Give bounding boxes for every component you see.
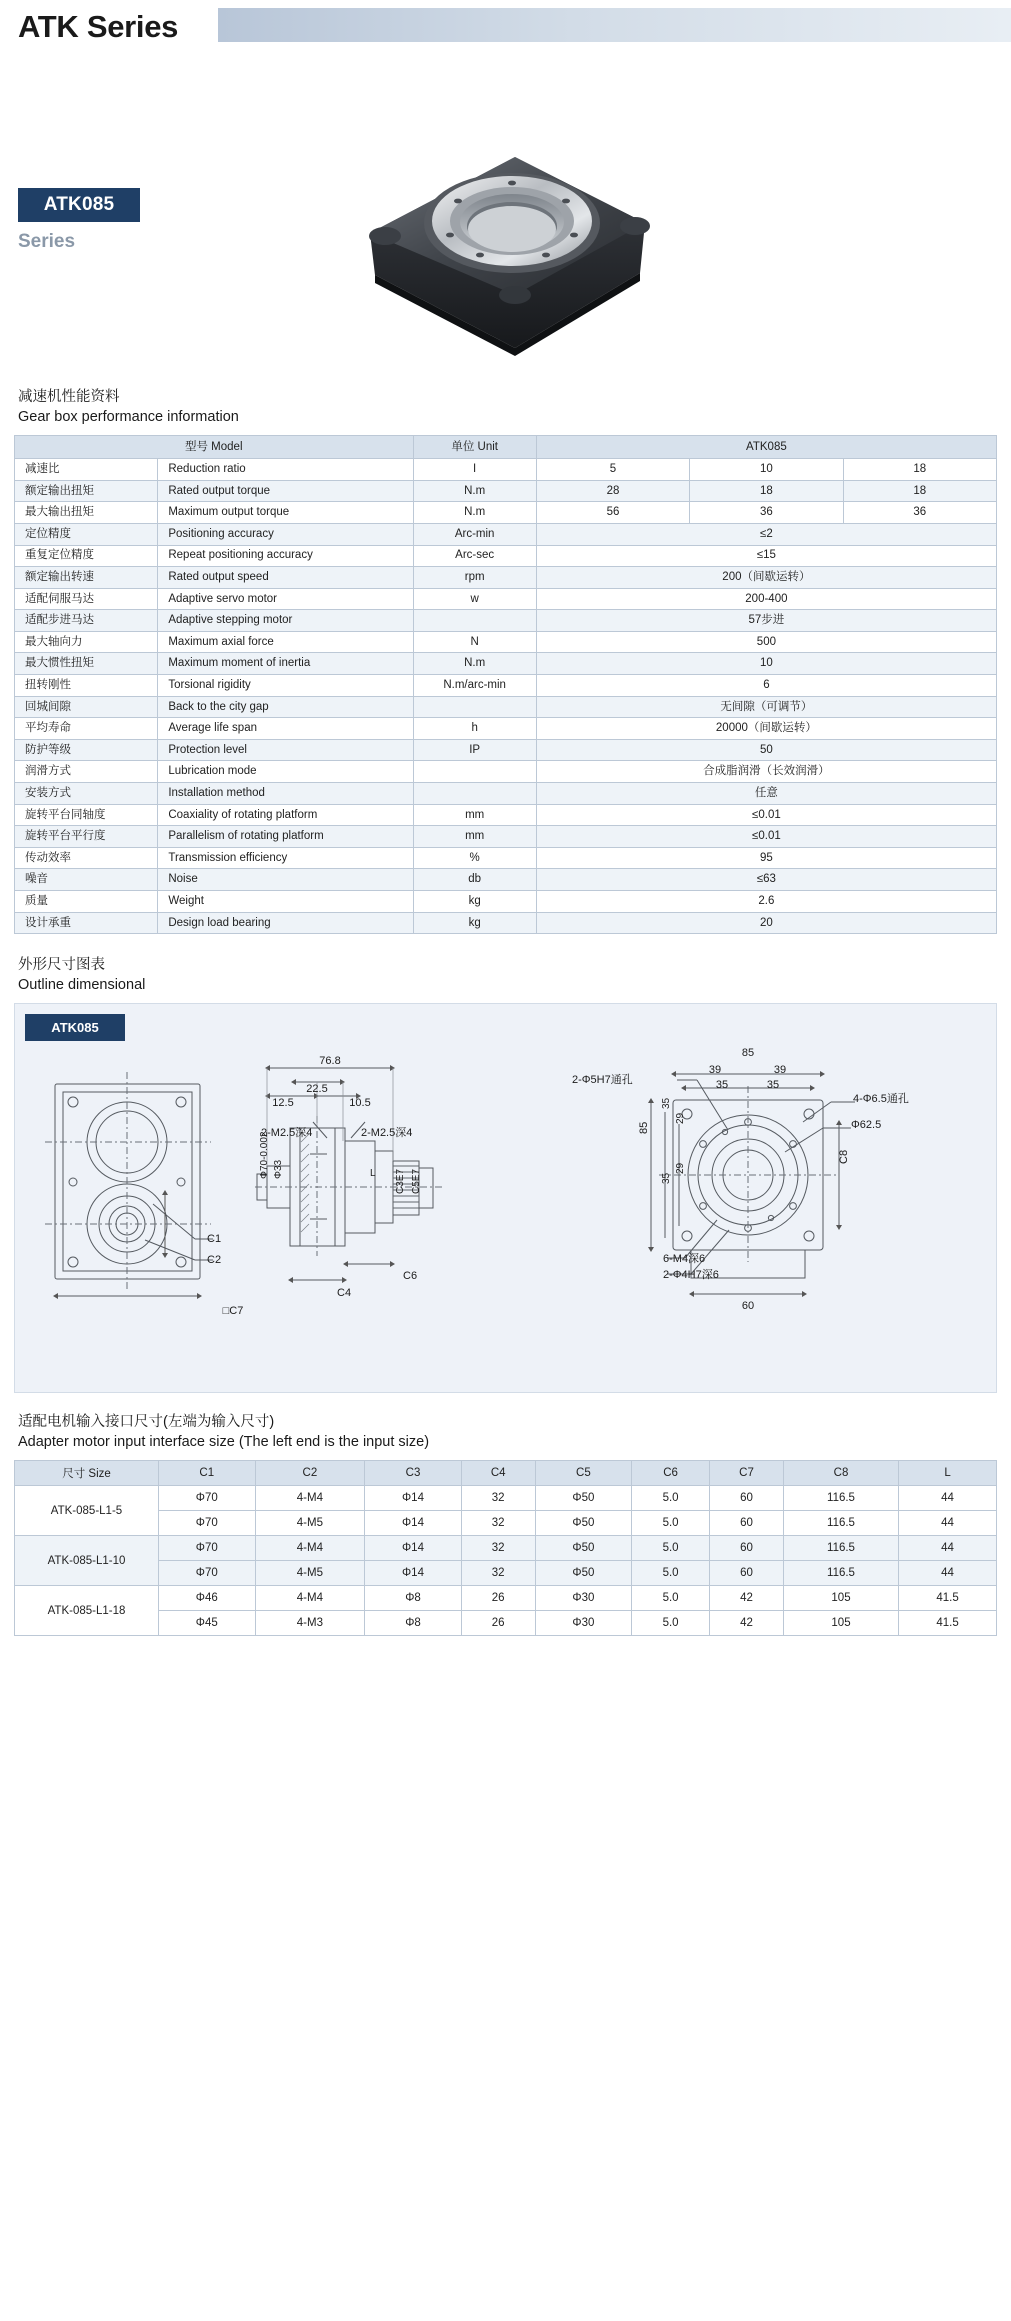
table-row bbox=[15, 480, 997, 502]
adapter-cell: 105 bbox=[783, 1611, 898, 1636]
spec-unit: mm bbox=[413, 804, 536, 826]
adapter-col-header: C2 bbox=[255, 1461, 365, 1486]
spec-section-heading bbox=[18, 388, 1011, 427]
spec-unit: N.m bbox=[413, 502, 536, 524]
spec-label-en: Adaptive stepping motor bbox=[158, 610, 413, 632]
spec-label-cn: 设计承重 bbox=[15, 912, 158, 934]
spec-value: 200-400 bbox=[536, 588, 996, 610]
adapter-cell: 4-M3 bbox=[255, 1611, 365, 1636]
spec-label-en: Parallelism of rotating platform bbox=[158, 826, 413, 848]
adapter-cell: 5.0 bbox=[632, 1486, 710, 1511]
table-row bbox=[15, 718, 997, 740]
adapter-cell: Φ14 bbox=[365, 1561, 462, 1586]
adapter-cell: 5.0 bbox=[632, 1561, 710, 1586]
dim-29-2: 29 bbox=[675, 1163, 686, 1175]
adapter-cell: 60 bbox=[710, 1511, 784, 1536]
adapter-cell: 4-M5 bbox=[255, 1511, 365, 1536]
table-row bbox=[15, 545, 997, 567]
table-row bbox=[15, 675, 997, 697]
outline-drawing bbox=[15, 1004, 997, 1393]
spec-label-en: Maximum axial force bbox=[158, 631, 413, 653]
adapter-title-cn: 适配电机输入接口尺寸(左端为输入尺寸) bbox=[18, 1414, 275, 1431]
spec-label-cn: 质量 bbox=[15, 891, 158, 913]
adapter-cell: Φ8 bbox=[365, 1611, 462, 1636]
spec-label-cn: 回城间隙 bbox=[15, 696, 158, 718]
adapter-cell: 4-M5 bbox=[255, 1561, 365, 1586]
adapter-cell: 60 bbox=[710, 1536, 784, 1561]
adapter-cell: 5.0 bbox=[632, 1586, 710, 1611]
adapter-cell: Φ30 bbox=[535, 1586, 632, 1611]
table-row bbox=[15, 1611, 997, 1636]
spec-value: ≤63 bbox=[536, 869, 996, 891]
dim-c1: C1 bbox=[207, 1233, 222, 1246]
spec-unit: % bbox=[413, 847, 536, 869]
table-row bbox=[15, 1536, 997, 1561]
spec-label-cn: 旋转平台平行度 bbox=[15, 826, 158, 848]
adapter-cell: 5.0 bbox=[632, 1536, 710, 1561]
adapter-cell: 32 bbox=[461, 1536, 535, 1561]
spec-label-cn: 适配伺服马达 bbox=[15, 588, 158, 610]
adapter-cell: Φ30 bbox=[535, 1611, 632, 1636]
dim-768: 76.8 bbox=[319, 1055, 341, 1068]
spec-label-cn: 最大输出扭矩 bbox=[15, 502, 158, 524]
spec-label-en: Maximum output torque bbox=[158, 502, 413, 524]
spec-value: 20 bbox=[536, 912, 996, 934]
spec-unit: N.m bbox=[413, 653, 536, 675]
dim-m25-right: 2-M2.5深4 bbox=[361, 1127, 413, 1140]
adapter-col-header: C8 bbox=[783, 1461, 898, 1486]
spec-value: 合成脂润滑（长效润滑） bbox=[536, 761, 996, 783]
dim-35-a: 35 bbox=[715, 1079, 729, 1092]
adapter-cell: 32 bbox=[461, 1511, 535, 1536]
adapter-cell: Φ8 bbox=[365, 1586, 462, 1611]
table-row bbox=[15, 847, 997, 869]
dim-phi33: Φ33 bbox=[273, 1160, 284, 1180]
dim-m4: 6-M4深6 bbox=[663, 1253, 706, 1266]
dim-c8: C8 bbox=[838, 1150, 850, 1165]
adapter-cell: Φ14 bbox=[365, 1486, 462, 1511]
table-row bbox=[15, 739, 997, 761]
spec-unit: mm bbox=[413, 826, 536, 848]
spec-value: 18 bbox=[843, 480, 996, 502]
dim-c5e7: C5E7 bbox=[411, 1169, 422, 1195]
table-row bbox=[15, 610, 997, 632]
spec-label-cn: 扭转刚性 bbox=[15, 675, 158, 697]
adapter-cell: Φ70 bbox=[159, 1536, 256, 1561]
dim-35-b: 35 bbox=[766, 1079, 780, 1092]
adapter-col-header: C4 bbox=[461, 1461, 535, 1486]
spec-unit bbox=[413, 783, 536, 805]
dim-125: 12.5 bbox=[272, 1097, 294, 1110]
spec-value: ≤0.01 bbox=[536, 804, 996, 826]
model-badge: ATK085 bbox=[18, 188, 140, 222]
adapter-cell: 116.5 bbox=[783, 1536, 898, 1561]
page-header bbox=[0, 0, 1011, 58]
adapter-cell: Φ50 bbox=[535, 1536, 632, 1561]
spec-unit bbox=[413, 761, 536, 783]
adapter-col-header: 尺寸 Size bbox=[15, 1461, 159, 1486]
spec-label-en: Weight bbox=[158, 891, 413, 913]
table-row bbox=[15, 502, 997, 524]
spec-unit bbox=[413, 610, 536, 632]
dim-225: 22.5 bbox=[306, 1083, 328, 1096]
spec-table-body bbox=[15, 459, 997, 934]
dim-c6: C6 bbox=[403, 1270, 418, 1283]
dim-c4: C4 bbox=[337, 1287, 352, 1300]
adapter-cell: 4-M4 bbox=[255, 1486, 365, 1511]
spec-unit: kg bbox=[413, 891, 536, 913]
dim-39-b: 39 bbox=[773, 1064, 787, 1077]
spec-label-cn: 最大轴向力 bbox=[15, 631, 158, 653]
spec-label-cn: 重复定位精度 bbox=[15, 545, 158, 567]
adapter-cell: Φ14 bbox=[365, 1511, 462, 1536]
table-row bbox=[15, 912, 997, 934]
adapter-group-name: ATK-085-L1-10 bbox=[15, 1536, 159, 1586]
table-row bbox=[15, 1561, 997, 1586]
adapter-cell: 116.5 bbox=[783, 1511, 898, 1536]
adapter-col-header: C1 bbox=[159, 1461, 256, 1486]
spec-value: 20000（间歇运转） bbox=[536, 718, 996, 740]
spec-header-model: 型号 Model bbox=[15, 436, 414, 459]
page-title: ATK Series bbox=[18, 9, 179, 44]
adapter-table-head bbox=[15, 1461, 997, 1486]
dim-phi65: 4-Φ6.5通孔 bbox=[853, 1093, 909, 1106]
spec-label-en: Torsional rigidity bbox=[158, 675, 413, 697]
adapter-cell: 44 bbox=[899, 1561, 997, 1586]
dim-phi625: Φ62.5 bbox=[851, 1119, 882, 1132]
spec-label-cn: 安装方式 bbox=[15, 783, 158, 805]
table-row bbox=[15, 1486, 997, 1511]
dim-phi5h7: 2-Φ5H7通孔 bbox=[572, 1074, 633, 1087]
spec-value: 56 bbox=[536, 502, 689, 524]
dim-c2: C2 bbox=[207, 1254, 222, 1267]
adapter-group-name: ATK-085-L1-5 bbox=[15, 1486, 159, 1536]
spec-unit: Arc-sec bbox=[413, 545, 536, 567]
spec-value: 28 bbox=[536, 480, 689, 502]
spec-label-cn: 最大惯性扭矩 bbox=[15, 653, 158, 675]
table-row bbox=[15, 1586, 997, 1611]
adapter-group-name: ATK-085-L1-18 bbox=[15, 1586, 159, 1636]
dim-l: L bbox=[370, 1168, 376, 1180]
spec-label-en: Repeat positioning accuracy bbox=[158, 545, 413, 567]
spec-unit: N.m bbox=[413, 480, 536, 502]
adapter-cell: 42 bbox=[710, 1586, 784, 1611]
table-row bbox=[15, 891, 997, 913]
dim-phi4h7: 2-Φ4H7深6 bbox=[663, 1269, 719, 1282]
adapter-table-body bbox=[15, 1486, 997, 1636]
adapter-cell: Φ46 bbox=[159, 1586, 256, 1611]
adapter-cell: Φ70 bbox=[159, 1561, 256, 1586]
spec-header-row bbox=[15, 436, 997, 459]
adapter-cell: 44 bbox=[899, 1536, 997, 1561]
spec-label-cn: 噪音 bbox=[15, 869, 158, 891]
adapter-cell: Φ70 bbox=[159, 1486, 256, 1511]
spec-value: ≤0.01 bbox=[536, 826, 996, 848]
adapter-cell: 105 bbox=[783, 1586, 898, 1611]
dim-85-left: 85 bbox=[638, 1122, 650, 1135]
dim-m25-left: 2-M2.5深4 bbox=[261, 1127, 313, 1140]
spec-label-en: Rated output speed bbox=[158, 567, 413, 589]
dim-29-1: 29 bbox=[675, 1113, 686, 1125]
dim-105: 10.5 bbox=[349, 1097, 371, 1110]
spec-label-en: Back to the city gap bbox=[158, 696, 413, 718]
spec-value: 5 bbox=[536, 459, 689, 481]
adapter-col-header: L bbox=[899, 1461, 997, 1486]
spec-value: 10 bbox=[690, 459, 843, 481]
adapter-cell: 44 bbox=[899, 1486, 997, 1511]
adapter-table bbox=[14, 1460, 997, 1636]
spec-label-cn: 平均寿命 bbox=[15, 718, 158, 740]
spec-label-cn: 定位精度 bbox=[15, 523, 158, 545]
spec-label-en: Installation method bbox=[158, 783, 413, 805]
adapter-cell: Φ50 bbox=[535, 1561, 632, 1586]
table-row bbox=[15, 653, 997, 675]
outline-section-heading bbox=[18, 956, 1011, 995]
adapter-header-row bbox=[15, 1461, 997, 1486]
spec-title-en: Gear box performance information bbox=[18, 408, 239, 425]
table-row bbox=[15, 804, 997, 826]
spec-value: 10 bbox=[536, 653, 996, 675]
adapter-cell: 41.5 bbox=[899, 1611, 997, 1636]
adapter-col-header: C7 bbox=[710, 1461, 784, 1486]
dim-60: 60 bbox=[741, 1300, 755, 1313]
spec-label-cn: 额定输出扭矩 bbox=[15, 480, 158, 502]
adapter-cell: 116.5 bbox=[783, 1561, 898, 1586]
adapter-cell: 32 bbox=[461, 1486, 535, 1511]
adapter-cell: Φ50 bbox=[535, 1486, 632, 1511]
spec-value: 任意 bbox=[536, 783, 996, 805]
spec-unit: I bbox=[413, 459, 536, 481]
drawing-panel bbox=[14, 1003, 997, 1393]
spec-unit: rpm bbox=[413, 567, 536, 589]
spec-label-cn: 减速比 bbox=[15, 459, 158, 481]
adapter-cell: Φ14 bbox=[365, 1536, 462, 1561]
adapter-section-heading bbox=[18, 1413, 1011, 1452]
spec-label-en: Average life span bbox=[158, 718, 413, 740]
spec-unit: w bbox=[413, 588, 536, 610]
spec-value: ≤15 bbox=[536, 545, 996, 567]
adapter-col-header: C5 bbox=[535, 1461, 632, 1486]
adapter-cell: 5.0 bbox=[632, 1611, 710, 1636]
spec-table-wrap bbox=[0, 435, 1011, 934]
adapter-cell: Φ70 bbox=[159, 1511, 256, 1536]
adapter-cell: 5.0 bbox=[632, 1511, 710, 1536]
spec-value: 95 bbox=[536, 847, 996, 869]
adapter-cell: Φ45 bbox=[159, 1611, 256, 1636]
spec-label-en: Design load bearing bbox=[158, 912, 413, 934]
dim-35-l2: 35 bbox=[661, 1173, 672, 1185]
spec-unit bbox=[413, 696, 536, 718]
header-gradient-bar bbox=[218, 8, 1011, 42]
adapter-cell: Φ50 bbox=[535, 1511, 632, 1536]
table-row bbox=[15, 783, 997, 805]
table-row bbox=[15, 761, 997, 783]
adapter-cell: 32 bbox=[461, 1561, 535, 1586]
spec-label-cn: 适配步进马达 bbox=[15, 610, 158, 632]
spec-unit: h bbox=[413, 718, 536, 740]
spec-unit: IP bbox=[413, 739, 536, 761]
spec-label-en: Rated output torque bbox=[158, 480, 413, 502]
dim-35-l1: 35 bbox=[661, 1098, 672, 1110]
spec-value: 18 bbox=[690, 480, 843, 502]
dim-c7: □C7 bbox=[222, 1305, 244, 1318]
spec-table bbox=[14, 435, 997, 934]
table-row bbox=[15, 826, 997, 848]
spec-value: 18 bbox=[843, 459, 996, 481]
outline-title-cn: 外形尺寸图表 bbox=[18, 957, 105, 974]
adapter-cell: 26 bbox=[461, 1586, 535, 1611]
table-row bbox=[15, 523, 997, 545]
spec-header-unit: 单位 Unit bbox=[413, 436, 536, 459]
spec-value: 50 bbox=[536, 739, 996, 761]
spec-value: 500 bbox=[536, 631, 996, 653]
spec-value: 36 bbox=[843, 502, 996, 524]
spec-value: 57步进 bbox=[536, 610, 996, 632]
dim-c3e7: C3E7 bbox=[395, 1169, 406, 1195]
spec-label-cn: 润滑方式 bbox=[15, 761, 158, 783]
spec-label-en: Protection level bbox=[158, 739, 413, 761]
spec-label-en: Reduction ratio bbox=[158, 459, 413, 481]
spec-label-en: Maximum moment of inertia bbox=[158, 653, 413, 675]
dim-39-a: 39 bbox=[708, 1064, 722, 1077]
spec-value: ≤2 bbox=[536, 523, 996, 545]
adapter-cell: 44 bbox=[899, 1511, 997, 1536]
spec-label-en: Lubrication mode bbox=[158, 761, 413, 783]
spec-label-cn: 旋转平台同轴度 bbox=[15, 804, 158, 826]
product-photo bbox=[340, 123, 680, 373]
spec-title-cn: 减速机性能资料 bbox=[18, 389, 120, 405]
table-row bbox=[15, 1511, 997, 1536]
product-block bbox=[0, 113, 1011, 388]
spec-label-en: Adaptive servo motor bbox=[158, 588, 413, 610]
series-label: Series bbox=[18, 231, 76, 252]
spec-unit: Arc-min bbox=[413, 523, 536, 545]
adapter-cell: 116.5 bbox=[783, 1486, 898, 1511]
spec-value: 200（间歇运转） bbox=[536, 567, 996, 589]
spec-value: 36 bbox=[690, 502, 843, 524]
adapter-cell: 42 bbox=[710, 1611, 784, 1636]
dim-phi70: Φ70-0.002 bbox=[259, 1131, 270, 1180]
adapter-cell: 60 bbox=[710, 1561, 784, 1586]
adapter-cell: 4-M4 bbox=[255, 1536, 365, 1561]
adapter-cell: 26 bbox=[461, 1611, 535, 1636]
table-row bbox=[15, 588, 997, 610]
spec-label-en: Positioning accuracy bbox=[158, 523, 413, 545]
spec-value: 6 bbox=[536, 675, 996, 697]
spec-label-en: Noise bbox=[158, 869, 413, 891]
table-row bbox=[15, 631, 997, 653]
spec-unit: kg bbox=[413, 912, 536, 934]
spec-label-en: Transmission efficiency bbox=[158, 847, 413, 869]
spec-label-cn: 传动效率 bbox=[15, 847, 158, 869]
spec-value: 2.6 bbox=[536, 891, 996, 913]
spec-table-head bbox=[15, 436, 997, 459]
table-row bbox=[15, 459, 997, 481]
spec-unit: db bbox=[413, 869, 536, 891]
drawing-model-badge: ATK085 bbox=[25, 1014, 125, 1041]
table-row bbox=[15, 696, 997, 718]
spec-label-en: Coaxiality of rotating platform bbox=[158, 804, 413, 826]
spec-unit: N bbox=[413, 631, 536, 653]
adapter-cell: 41.5 bbox=[899, 1586, 997, 1611]
table-row bbox=[15, 869, 997, 891]
table-row bbox=[15, 567, 997, 589]
adapter-title-en: Adapter motor input interface size (The left end is the input size) bbox=[18, 1433, 430, 1450]
spec-header-value: ATK085 bbox=[536, 436, 996, 459]
dim-85-top: 85 bbox=[741, 1047, 755, 1060]
adapter-col-header: C3 bbox=[365, 1461, 462, 1486]
spec-label-cn: 防护等级 bbox=[15, 739, 158, 761]
spec-value: 无间隙（可调节） bbox=[536, 696, 996, 718]
outline-title-en: Outline dimensional bbox=[18, 976, 146, 993]
spec-label-cn: 额定输出转速 bbox=[15, 567, 158, 589]
adapter-cell: 4-M4 bbox=[255, 1586, 365, 1611]
adapter-cell: 60 bbox=[710, 1486, 784, 1511]
spec-unit: N.m/arc-min bbox=[413, 675, 536, 697]
adapter-col-header: C6 bbox=[632, 1461, 710, 1486]
